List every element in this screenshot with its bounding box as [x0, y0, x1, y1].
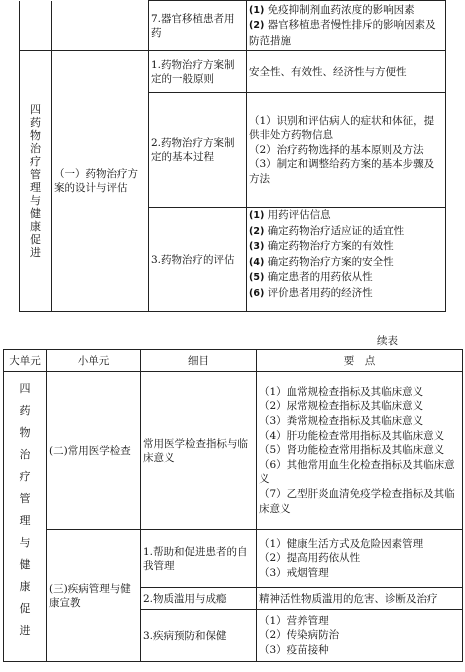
unit-char: 管: [19, 492, 31, 505]
unit-char: 健: [19, 558, 31, 571]
list-item: （1）识别和评估病人的症状和体征，提供非处方药物信息: [249, 114, 435, 142]
points-list: [259, 614, 460, 658]
list-item: （7）乙型肝炎血清免疫学检查指标及其临 床意义: [259, 487, 455, 515]
item-number: (3): [249, 241, 265, 253]
list-item: （6）其他常用血生化检查指标及其临床意义: [259, 458, 455, 486]
item-text: 用药评估信息: [267, 209, 331, 221]
detail-cell: 3.药物治疗的评估: [149, 208, 247, 312]
list-item: [249, 239, 443, 255]
list-item: （3）疫苗接种: [259, 643, 329, 656]
header-cell: 细目: [141, 350, 257, 372]
unit-char: 四: [19, 382, 31, 395]
item-number: (1): [249, 210, 265, 221]
table-row: [20, 51, 446, 93]
list-item: [249, 18, 443, 48]
list-item: （3）制定和调整给药方案的基本步骤及方法: [249, 158, 435, 185]
points-list: [259, 537, 460, 581]
unit-char: 进: [19, 624, 31, 637]
item-text: 评价患者用药的经济性: [267, 286, 373, 299]
continued-label: 续表: [377, 335, 398, 347]
detail-cell: 常用医学检查指标与临床意义: [141, 372, 257, 530]
unit-cell-empty: [20, 1, 52, 51]
points-cell: [247, 208, 446, 312]
unit-char: 促: [19, 602, 31, 615]
unit-cell-vertical: [4, 372, 47, 662]
item-number: (1): [249, 4, 265, 16]
points-cell: [257, 372, 463, 530]
list-item: （5）肾功能检查常用指标及其临床意义: [259, 444, 445, 457]
points-list: [259, 385, 460, 516]
list-item: [249, 286, 443, 302]
item-text: 器官移植患者慢性排斥的影响因素及 防范措施: [249, 19, 436, 47]
points-list: [249, 114, 443, 187]
list-item: （4）肝功能检查常用指标及其临床意义: [259, 429, 445, 442]
list-item: [249, 3, 443, 19]
points-cell: [247, 93, 446, 208]
subunit-cell-empty: [52, 1, 149, 51]
list-item: （1）营养管理: [259, 614, 329, 627]
detail-cell: 1.帮助和促进患者的自 我管理: [141, 530, 257, 588]
points-list: [249, 3, 443, 49]
unit-char: 与: [19, 536, 31, 549]
list-item: （2）尿常规检查指标及其临床意义: [259, 400, 424, 413]
table-row: [4, 530, 463, 588]
points-cell: [247, 1, 446, 51]
list-item: （2）提高用药依从性: [259, 552, 361, 565]
unit-label: 四药物治疗管理与健康促进: [30, 103, 41, 259]
list-item: （3）粪常规检查指标及其临床意义: [259, 415, 424, 428]
points-cell: 安全性、有效性、经济性与方便性: [247, 51, 446, 93]
header-cell: 大单元: [4, 350, 47, 372]
unit-char: 理: [19, 514, 31, 527]
list-item: （1）血常规检查指标及其临床意义: [259, 385, 424, 398]
list-item: [249, 208, 443, 224]
detail-cell: 3.疾病预防和保健: [141, 610, 257, 662]
unit-char: 治: [19, 448, 31, 461]
unit-char: 疗: [19, 470, 31, 483]
syllabus-table-bottom: [3, 349, 463, 662]
table-row: [4, 372, 463, 530]
detail-cell: 2.物质滥用与成瘾: [141, 588, 257, 610]
item-number: (5): [249, 272, 265, 284]
table-row: [20, 1, 446, 51]
subunit-cell: (二)常用医学检查: [47, 372, 141, 530]
detail-cell: 7.器官移植患者用药: [149, 1, 247, 51]
subunit-cell: (三)疾病管理与健康宣教: [47, 530, 141, 662]
points-cell: [257, 530, 463, 588]
header-cell: 要 点: [257, 350, 463, 372]
list-item: （1）健康生活方式及危险因素管理: [259, 537, 424, 550]
detail-cell: 1.药物治疗方案制定的一般原则: [149, 51, 247, 93]
unit-cell-vertical: [20, 51, 52, 312]
item-number: (4): [249, 256, 265, 268]
table-header-row: [4, 350, 463, 372]
item-text: 确定药物治疗方案的有效性: [267, 240, 394, 253]
list-item: （2）传染病防治: [259, 629, 340, 642]
list-item: （3）戒烟管理: [259, 566, 329, 579]
points-cell: [257, 610, 463, 662]
item-number: (2): [249, 225, 265, 237]
subunit-cell: （一）药物治疗方案的设计与评估: [52, 51, 149, 312]
item-text: 免疫抑制剂血药浓度的影响因素: [267, 3, 415, 16]
detail-cell: 2.药物治疗方案制定的基本过程: [149, 93, 247, 208]
item-text: 确定药物治疗适应证的适宜性: [267, 224, 405, 237]
unit-char: 康: [19, 580, 31, 593]
item-number: (2): [249, 20, 265, 32]
list-item: [249, 224, 443, 240]
unit-char: 物: [19, 426, 31, 439]
item-text: 确定药物治疗方案的安全性: [267, 255, 394, 268]
item-text: 确定患者的用药依从性: [267, 271, 373, 284]
points-cell: 精神活性物质滥用的危害、诊断及治疗: [257, 588, 463, 610]
list-item: （2）治疗药物选择的基本原则及方法: [249, 143, 424, 156]
unit-char: 药: [19, 404, 31, 417]
list-item: [249, 255, 443, 271]
syllabus-table-top: [19, 0, 446, 312]
points-list: [249, 208, 443, 302]
item-number: (6): [249, 287, 265, 299]
header-cell: 小单元: [47, 350, 141, 372]
list-item: [249, 270, 443, 286]
